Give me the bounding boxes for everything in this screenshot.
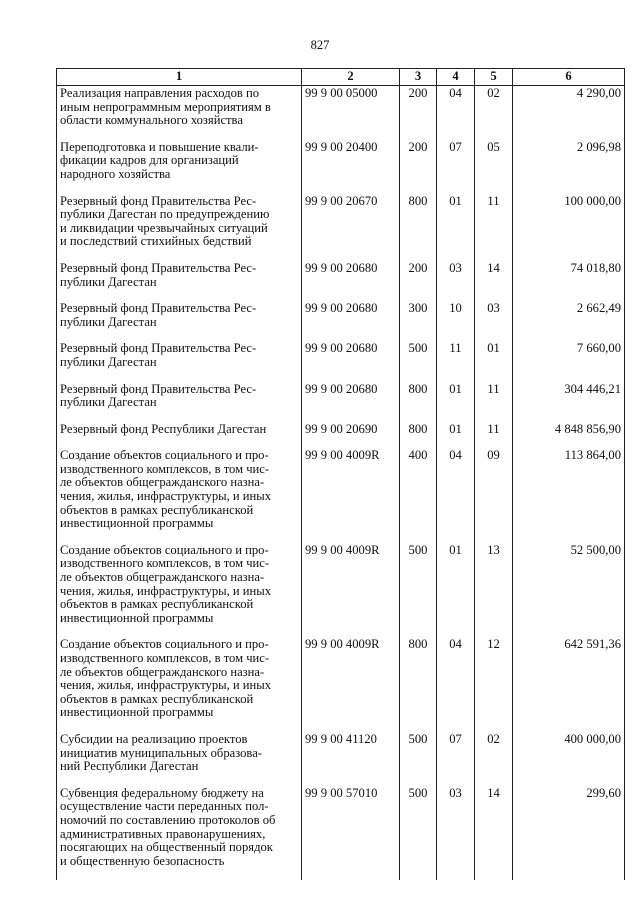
expense-name-line: области коммунального хозяйства bbox=[60, 113, 243, 128]
subsection: 14 bbox=[475, 786, 513, 881]
table-row bbox=[57, 301, 625, 341]
budget-code: 99 9 00 05000 bbox=[302, 86, 400, 140]
expense-name-line: и общественную безопасность bbox=[60, 853, 225, 868]
expense-name-line: Резервный фонд Правительства Рес- bbox=[60, 260, 257, 275]
section: 04 bbox=[437, 86, 475, 140]
expense-name-line: ний Республики Дагестан bbox=[60, 759, 199, 774]
expense-name bbox=[57, 341, 302, 381]
amount: 7 660,00 bbox=[513, 341, 625, 381]
section: 04 bbox=[437, 637, 475, 732]
budget-code: 99 9 00 20680 bbox=[302, 341, 400, 381]
table-row bbox=[57, 382, 625, 422]
expense-name-line: инициатив муниципальных образова- bbox=[60, 745, 262, 760]
expense-name-line: объектов в рамках республиканской bbox=[60, 597, 254, 612]
table-row bbox=[57, 140, 625, 194]
expense-name-line: ле объектов общегражданского назна- bbox=[60, 664, 265, 679]
subsection: 11 bbox=[475, 422, 513, 449]
expense-name-line: посягающих на общественный порядок bbox=[60, 840, 273, 855]
expense-name bbox=[57, 86, 302, 140]
expense-type: 500 bbox=[400, 786, 437, 881]
budget-code: 99 9 00 4009R bbox=[302, 637, 400, 732]
header-col-1: 1 bbox=[57, 69, 302, 86]
header-col-2: 2 bbox=[302, 69, 400, 86]
expense-type: 300 bbox=[400, 301, 437, 341]
budget-code: 99 9 00 41120 bbox=[302, 732, 400, 786]
section: 01 bbox=[437, 382, 475, 422]
expense-name-line: объектов в рамках республиканской bbox=[60, 691, 254, 706]
expense-type: 400 bbox=[400, 448, 437, 543]
table-row bbox=[57, 543, 625, 638]
expense-type: 800 bbox=[400, 637, 437, 732]
subsection: 03 bbox=[475, 301, 513, 341]
expense-name bbox=[57, 786, 302, 881]
subsection: 12 bbox=[475, 637, 513, 732]
section: 10 bbox=[437, 301, 475, 341]
amount: 299,60 bbox=[513, 786, 625, 881]
amount: 52 500,00 bbox=[513, 543, 625, 638]
expense-name-line: Резервный фонд Правительства Рес- bbox=[60, 341, 257, 356]
expense-name-line: инвестиционной программы bbox=[60, 610, 214, 625]
expense-name-line: ле объектов общегражданского назна- bbox=[60, 475, 265, 490]
expense-name-line: фикации кадров для организаций bbox=[60, 153, 239, 168]
expense-name-line: и ликвидации чрезвычайных ситуаций bbox=[60, 220, 268, 235]
section: 07 bbox=[437, 140, 475, 194]
subsection: 02 bbox=[475, 86, 513, 140]
budget-code: 99 9 00 4009R bbox=[302, 543, 400, 638]
expense-type: 200 bbox=[400, 86, 437, 140]
subsection: 11 bbox=[475, 194, 513, 261]
budget-code: 99 9 00 57010 bbox=[302, 786, 400, 881]
subsection: 13 bbox=[475, 543, 513, 638]
expense-type: 200 bbox=[400, 261, 437, 301]
amount: 304 446,21 bbox=[513, 382, 625, 422]
expense-name bbox=[57, 301, 302, 341]
expense-name-line: инвестиционной программы bbox=[60, 516, 214, 531]
expense-name bbox=[57, 422, 302, 449]
section: 03 bbox=[437, 261, 475, 301]
budget-table bbox=[56, 68, 625, 880]
budget-code: 99 9 00 20680 bbox=[302, 261, 400, 301]
expense-name-line: осуществление части переданных пол- bbox=[60, 799, 269, 814]
budget-code: 99 9 00 20670 bbox=[302, 194, 400, 261]
table-row bbox=[57, 86, 625, 140]
section: 01 bbox=[437, 194, 475, 261]
expense-name-line: Резервный фонд Правительства Рес- bbox=[60, 301, 257, 316]
section: 01 bbox=[437, 422, 475, 449]
expense-name bbox=[57, 194, 302, 261]
expense-name-line: и последствий стихийных бедствий bbox=[60, 234, 252, 249]
expense-type: 500 bbox=[400, 732, 437, 786]
subsection: 05 bbox=[475, 140, 513, 194]
amount: 113 864,00 bbox=[513, 448, 625, 543]
expense-name-line: изводственного комплексов, в том чис- bbox=[60, 556, 270, 571]
expense-name bbox=[57, 140, 302, 194]
budget-code: 99 9 00 20680 bbox=[302, 382, 400, 422]
expense-name-line: иным непрограммным мероприятиям в bbox=[60, 99, 271, 114]
table-row bbox=[57, 786, 625, 881]
subsection: 09 bbox=[475, 448, 513, 543]
expense-name-line: публики Дагестан bbox=[60, 395, 157, 410]
expense-name-line: изводственного комплексов, в том чис- bbox=[60, 461, 270, 476]
expense-name-line: Субвенция федеральному бюджету на bbox=[60, 785, 264, 800]
expense-name bbox=[57, 448, 302, 543]
amount: 400 000,00 bbox=[513, 732, 625, 786]
amount: 74 018,80 bbox=[513, 261, 625, 301]
expense-name-line: Субсидии на реализацию проектов bbox=[60, 731, 248, 746]
expense-type: 500 bbox=[400, 543, 437, 638]
expense-type: 200 bbox=[400, 140, 437, 194]
section: 01 bbox=[437, 543, 475, 638]
expense-name-line: номочий по составлению протоколов об bbox=[60, 812, 276, 827]
expense-name-line: инвестиционной программы bbox=[60, 705, 214, 720]
expense-name-line: Создание объектов социального и про- bbox=[60, 448, 269, 463]
expense-name-line: Резервный фонд Правительства Рес- bbox=[60, 193, 257, 208]
header-col-6: 6 bbox=[513, 69, 625, 86]
expense-name-line: Переподготовка и повышение квали- bbox=[60, 139, 259, 154]
expense-name-line: публики Дагестан bbox=[60, 354, 157, 369]
amount: 642 591,36 bbox=[513, 637, 625, 732]
expense-name bbox=[57, 732, 302, 786]
expense-name-line: публики Дагестан по предупреждению bbox=[60, 207, 270, 222]
expense-name bbox=[57, 637, 302, 732]
expense-name-line: объектов в рамках республиканской bbox=[60, 502, 254, 517]
expense-name-line: административных правонарушениях, bbox=[60, 826, 266, 841]
expense-name-line: Реализация направления расходов по bbox=[60, 86, 260, 100]
expense-name-line: народного хозяйства bbox=[60, 166, 171, 181]
table-row bbox=[57, 341, 625, 381]
expense-name-line: чения, жилья, инфраструктуры, и иных bbox=[60, 489, 272, 504]
expense-name bbox=[57, 261, 302, 301]
expense-name-line: ле объектов общегражданского назна- bbox=[60, 570, 265, 585]
amount: 2 096,98 bbox=[513, 140, 625, 194]
table-row bbox=[57, 261, 625, 301]
section: 07 bbox=[437, 732, 475, 786]
expense-name-line: изводственного комплексов, в том чис- bbox=[60, 651, 270, 665]
expense-name bbox=[57, 543, 302, 638]
table-row bbox=[57, 194, 625, 261]
expense-name-line: Резервный фонд Правительства Рес- bbox=[60, 381, 257, 396]
expense-type: 800 bbox=[400, 194, 437, 261]
page-number: 827 bbox=[310, 38, 330, 52]
amount: 2 662,49 bbox=[513, 301, 625, 341]
budget-code: 99 9 00 20680 bbox=[302, 301, 400, 341]
header-col-4: 4 bbox=[437, 69, 475, 86]
budget-code: 99 9 00 4009R bbox=[302, 448, 400, 543]
expense-name-line: публики Дагестан bbox=[60, 314, 157, 329]
table-row bbox=[57, 637, 625, 732]
expense-type: 800 bbox=[400, 382, 437, 422]
table-row bbox=[57, 732, 625, 786]
subsection: 11 bbox=[475, 382, 513, 422]
expense-type: 800 bbox=[400, 422, 437, 449]
subsection: 02 bbox=[475, 732, 513, 786]
header-col-5: 5 bbox=[475, 69, 513, 86]
subsection: 14 bbox=[475, 261, 513, 301]
budget-code: 99 9 00 20400 bbox=[302, 140, 400, 194]
table-row bbox=[57, 422, 625, 449]
header-row bbox=[57, 69, 625, 86]
amount: 100 000,00 bbox=[513, 194, 625, 261]
expense-name-line: Создание объектов социального и про- bbox=[60, 542, 269, 557]
subsection: 01 bbox=[475, 341, 513, 381]
expense-name-line: Резервный фонд Республики Дагестан bbox=[60, 421, 267, 436]
expense-name-line: чения, жилья, инфраструктуры, и иных bbox=[60, 583, 272, 598]
amount: 4 848 856,90 bbox=[513, 422, 625, 449]
budget-code: 99 9 00 20690 bbox=[302, 422, 400, 449]
header-col-3: 3 bbox=[400, 69, 437, 86]
expense-name-line: публики Дагестан bbox=[60, 274, 157, 289]
section: 11 bbox=[437, 341, 475, 381]
expense-name-line: чения, жилья, инфраструктуры, и иных bbox=[60, 678, 272, 693]
expense-name-line: Создание объектов социального и про- bbox=[60, 637, 269, 652]
section: 04 bbox=[437, 448, 475, 543]
expense-name bbox=[57, 382, 302, 422]
section: 03 bbox=[437, 786, 475, 881]
table-row bbox=[57, 448, 625, 543]
expense-type: 500 bbox=[400, 341, 437, 381]
amount: 4 290,00 bbox=[513, 86, 625, 140]
